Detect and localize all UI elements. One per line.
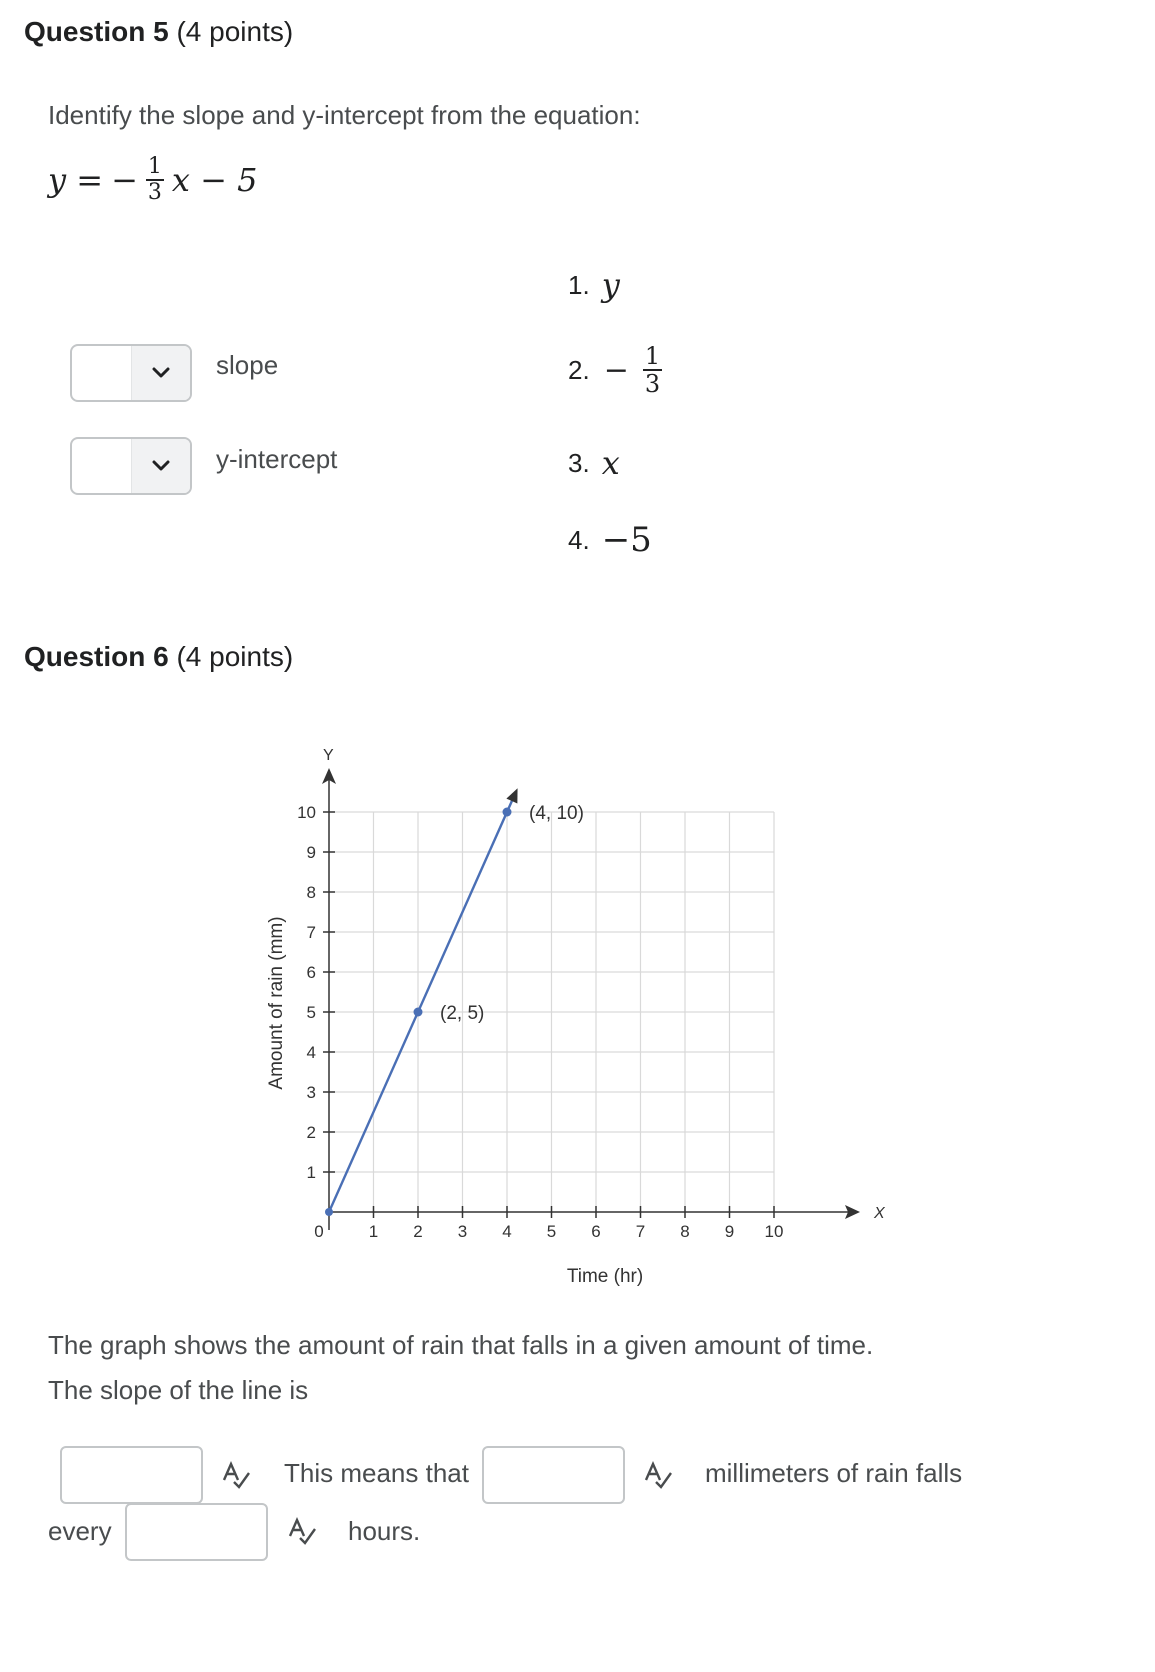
hours-answer-input[interactable]: [125, 1503, 268, 1561]
y-tick-label-10: 10: [297, 803, 316, 822]
spellcheck-icon[interactable]: [286, 1516, 318, 1546]
chart-axes: [266, 747, 886, 1287]
option-3-number: 3.: [568, 447, 590, 478]
q6-slope-prompt: The slope of the line is: [48, 1375, 309, 1405]
x-tick-label-7: 7: [635, 1222, 646, 1241]
spellcheck-icon[interactable]: [220, 1460, 252, 1490]
x-tick-label-3: 3: [457, 1222, 468, 1241]
data-point-label-0: (2, 5): [440, 1003, 485, 1024]
q5-points: (4 points): [176, 16, 294, 47]
data-point-label-1: (4, 10): [529, 803, 584, 824]
equation-neg: −: [111, 161, 138, 199]
x-tick-label-2: 2: [413, 1222, 423, 1241]
chart-grid: [329, 812, 774, 1212]
x-tick-label-1: 1: [368, 1222, 379, 1241]
y-tick-label-7: 7: [306, 923, 316, 942]
rain-series-line: [329, 796, 514, 1212]
y-tick-label-3: 3: [306, 1083, 316, 1102]
x-tick-label-10: 10: [764, 1222, 784, 1241]
equation-lhs: y =: [48, 161, 104, 199]
spellcheck-icon[interactable]: [642, 1460, 674, 1490]
x-tick-label-6: 6: [591, 1222, 601, 1241]
option-1-number: 1.: [568, 269, 590, 300]
x-axis-label: Time (hr): [566, 1266, 644, 1287]
mm-text: millimeters of rain falls: [705, 1458, 963, 1488]
data-point-0: [414, 1008, 423, 1017]
y-axis-letter: Y: [323, 747, 334, 764]
slope-answer-input[interactable]: [60, 1446, 203, 1504]
x-tick-label-9: 9: [724, 1222, 735, 1241]
equation-rest: x − 5: [171, 161, 258, 199]
chart-ticks: [297, 803, 783, 1241]
option-2-neg: −: [603, 352, 629, 388]
equation-num: 1: [147, 154, 162, 179]
y-tick-label-2: 2: [306, 1123, 316, 1142]
mm-answer-input[interactable]: [482, 1446, 625, 1504]
y-tick-label-5: 5: [306, 1003, 316, 1022]
x-tick-label-8: 8: [680, 1222, 690, 1241]
option-1-text: y: [601, 266, 620, 304]
hours-text: hours.: [348, 1516, 421, 1546]
slope-label: slope: [216, 350, 279, 380]
option-4-number: 4.: [568, 524, 590, 555]
this-means-text: This means that: [284, 1458, 469, 1488]
option-4-text: −5: [601, 520, 652, 560]
option-2-den: 3: [644, 370, 661, 398]
y-intercept-label: y-intercept: [216, 444, 338, 474]
x-axis-letter: X: [874, 1205, 885, 1222]
option-2-num: 1: [644, 342, 661, 370]
option-3-text: x: [601, 444, 620, 482]
y-axis-label: Amount of rain (mm): [266, 916, 287, 1090]
y-tick-label-6: 6: [306, 963, 316, 982]
origin-point: [325, 1208, 333, 1216]
y-tick-label-8: 8: [306, 883, 316, 902]
data-point-1: [503, 808, 512, 817]
q6-title: Question 6: [24, 641, 169, 672]
x-tick-label-5: 5: [546, 1222, 557, 1241]
y-tick-label-9: 9: [306, 843, 316, 862]
equation-den: 3: [147, 180, 162, 205]
q6-description: The graph shows the amount of rain that falls in a given amount of time.: [48, 1330, 874, 1360]
x-tick-label-0: 0: [314, 1222, 324, 1241]
every-text: every: [48, 1516, 112, 1546]
option-2-number: 2.: [568, 354, 590, 385]
q5-prompt: Identify the slope and y-intercept from the equation:: [48, 100, 641, 130]
q5-title: Question 5: [24, 16, 169, 47]
y-tick-label-4: 4: [306, 1043, 316, 1062]
y-tick-label-1: 1: [306, 1163, 316, 1182]
x-tick-label-4: 4: [502, 1222, 512, 1241]
q6-points: (4 points): [176, 641, 294, 672]
